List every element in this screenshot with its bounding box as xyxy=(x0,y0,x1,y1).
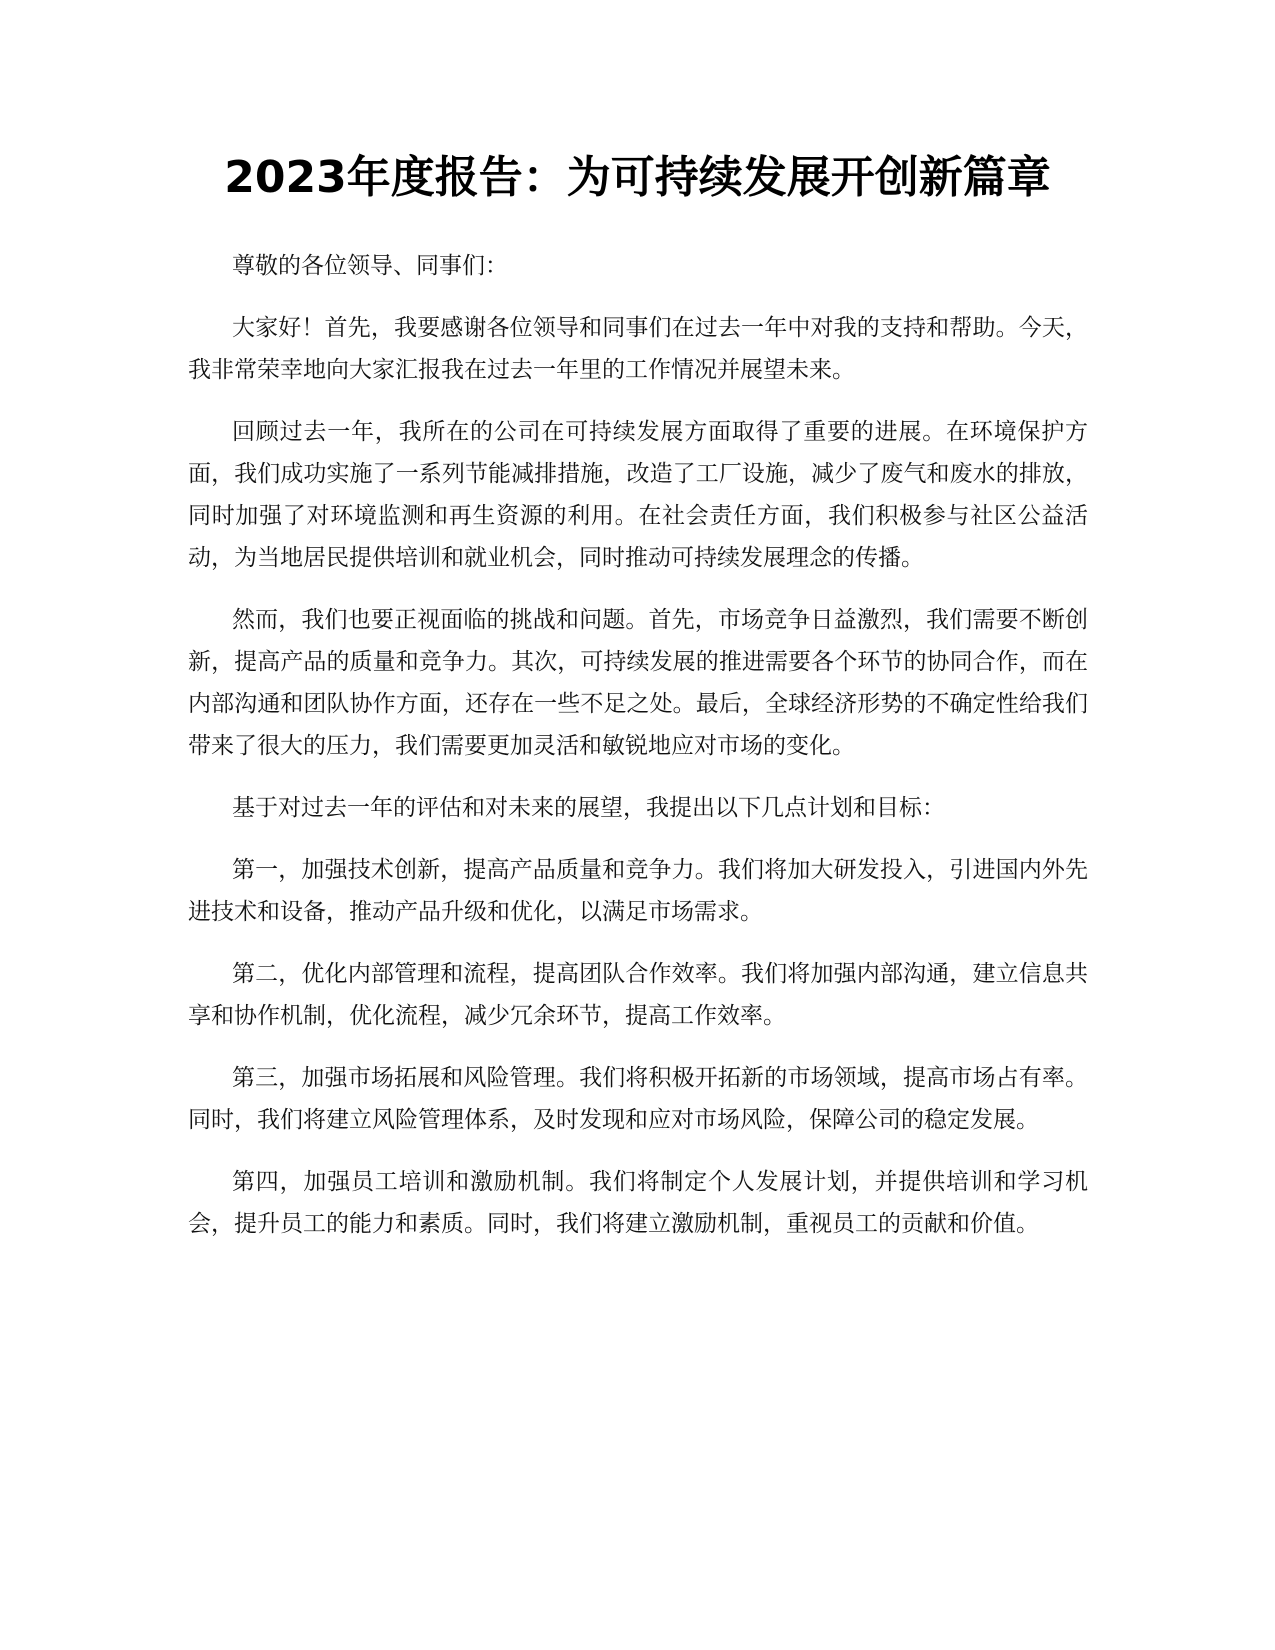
plan-2-paragraph: 第二，优化内部管理和流程，提高团队合作效率。我们将加强内部沟通，建立信息共享和协作机制，优化流程，减少冗余环节，提高工作效率。 xyxy=(188,961,1088,1029)
plan-3-paragraph: 第三，加强市场拓展和风险管理。我们将积极开拓新的市场领域，提高市场占有率。同时，我们将建立风险管理体系，及时发现和应对市场风险，保障公司的稳定发展。 xyxy=(188,1065,1088,1133)
plans-intro-paragraph: 基于对过去一年的评估和对未来的展望，我提出以下几点计划和目标： xyxy=(232,795,945,821)
greeting-paragraph: 大家好！首先，我要感谢各位领导和同事们在过去一年中对我的支持和帮助。今天，我非常荣幸地向大家汇报我在过去一年里的工作情况并展望未来。 xyxy=(188,315,1088,383)
document-body xyxy=(188,245,1088,1265)
review-paragraph: 回顾过去一年，我所在的公司在可持续发展方面取得了重要的进展。在环境保护方面，我们成功实施了一系列节能减排措施，改造了工厂设施，减少了废气和废水的排放，同时加强了对环境监测和再生资源的利用。在社会责任方面，我们积极参与社区公益活动，为当地居民提供培训和就业机会，同时推动可持续发展理念的传播。 xyxy=(188,419,1088,571)
plan-1-paragraph: 第一，加强技术创新，提高产品质量和竞争力。我们将加大研发投入，引进国内外先进技术和设备，推动产品升级和优化，以满足市场需求。 xyxy=(188,857,1088,925)
salutation-paragraph: 尊敬的各位领导、同事们： xyxy=(232,253,508,279)
document-title: 2023年度报告：为可持续发展开创新篇章 xyxy=(224,152,1051,203)
plan-4-paragraph: 第四，加强员工培训和激励机制。我们将制定个人发展计划，并提供培训和学习机会，提升员工的能力和素质。同时，我们将建立激励机制，重视员工的贡献和价值。 xyxy=(188,1169,1088,1237)
challenges-paragraph: 然而，我们也要正视面临的挑战和问题。首先，市场竞争日益激烈，我们需要不断创新，提高产品的质量和竞争力。其次，可持续发展的推进需要各个环节的协同合作，而在内部沟通和团队协作方面，还存在一些不足之处。最后，全球经济形势的不确定性给我们带来了很大的压力，我们需要更加灵活和敏锐地应对市场的变化。 xyxy=(188,607,1088,759)
